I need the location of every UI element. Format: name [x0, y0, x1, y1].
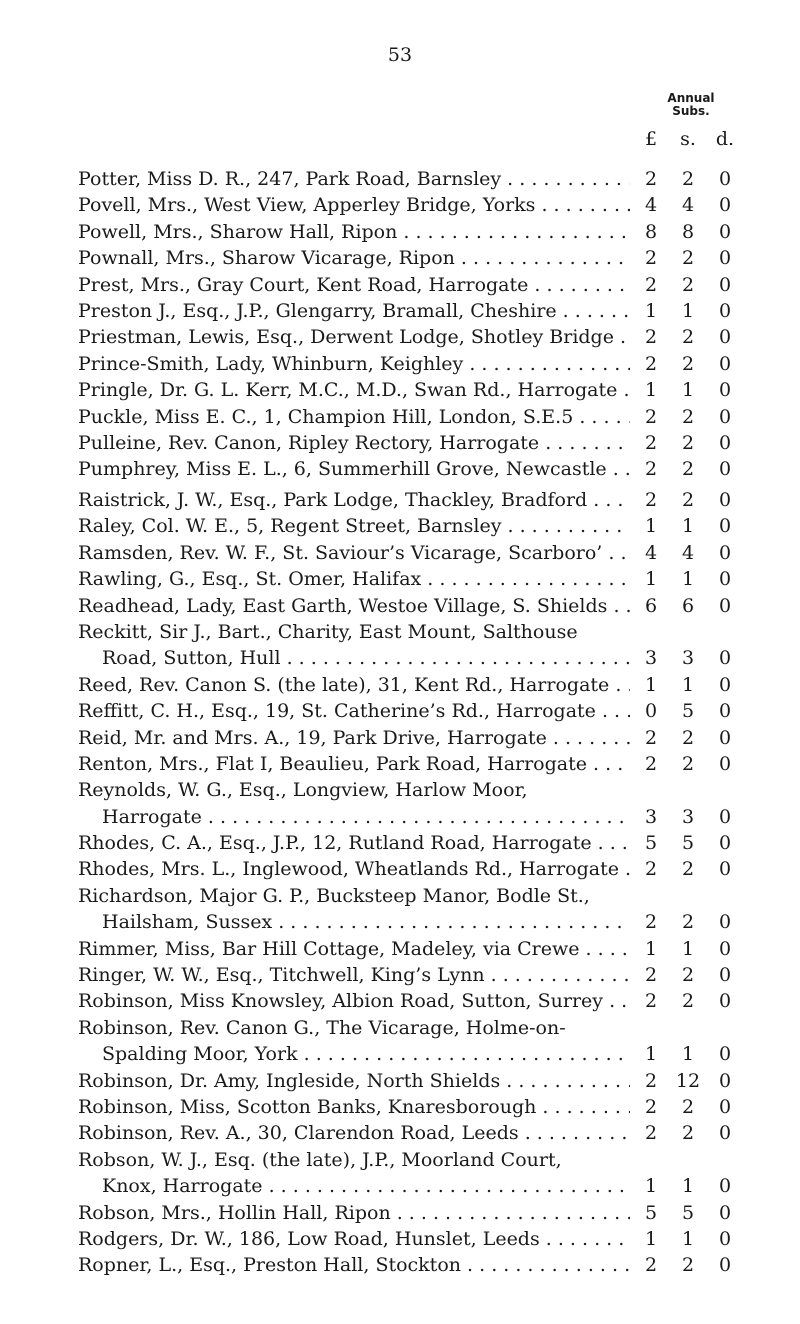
- subscriber-name: Robinson, Rev. A., 30, Clarendon Road, Leeds . . .: [78, 1120, 630, 1146]
- pounds-value: 2: [644, 273, 658, 296]
- pence-value: 0: [718, 1069, 732, 1092]
- shillings-value: 2: [681, 1122, 695, 1145]
- pence-value: 0: [718, 964, 732, 987]
- currency-heading: [0, 126, 800, 156]
- subscriber-name: Harrogate . . .: [102, 804, 630, 830]
- subscriber-name: Rimmer, Miss, Bar Hill Cottage, Madeley, via Crewe . . . . .: [78, 936, 630, 962]
- subscriber-name: Rodgers, Dr. W., 186, Low Road, Hunslet, Leeds . . .: [78, 1226, 630, 1252]
- shillings-value: 2: [681, 752, 695, 775]
- subscriber-name: Prince-Smith, Lady, Whinburn, Keighley . . .: [78, 351, 630, 377]
- shillings-value: 4: [681, 541, 695, 564]
- pence-value: 0: [718, 937, 732, 960]
- subscriber-name: Robinson, Miss Knowsley, Albion Road, Sutton, Surrey . . .: [78, 988, 630, 1014]
- subscriber-name: Raley, Col. W. E., 5, Regent Street, Barnsley . . .: [78, 513, 630, 539]
- subscriber-row: [78, 272, 742, 298]
- subscriber-row: [78, 245, 742, 271]
- pounds-value: 1: [644, 1175, 658, 1198]
- subscriber-row: [78, 751, 742, 777]
- shillings-value: 1: [681, 515, 695, 538]
- shillings-value: 5: [681, 832, 695, 855]
- shillings-value: 4: [681, 194, 695, 217]
- shillings-value: 1: [681, 1043, 695, 1066]
- subscriber-name: Pownall, Mrs., Sharow Vicarage, Ripon . . .: [78, 245, 630, 271]
- subscriber-name: Potter, Miss D. R., 247, Park Road, Barnsley . . .: [78, 166, 630, 192]
- pence-value: 0: [718, 168, 732, 190]
- pounds-value: 4: [644, 541, 658, 564]
- subscriber-name: Robinson, Miss, Scotton Banks, Knaresborough . . .: [78, 1094, 630, 1120]
- pounds-value: 2: [644, 1069, 658, 1092]
- subscriber-row: [78, 1200, 742, 1226]
- subscriber-row: [78, 1252, 742, 1278]
- pence-value: 0: [718, 431, 732, 454]
- pence-value: 0: [718, 458, 732, 481]
- shillings-value: 12: [675, 1069, 701, 1092]
- pounds-value: 1: [644, 937, 658, 960]
- shillings-value: 2: [681, 458, 695, 481]
- pence-value: 0: [718, 326, 732, 349]
- pounds-heading: £: [644, 128, 658, 150]
- shillings-value: 1: [681, 937, 695, 960]
- subscriber-row: [78, 619, 742, 645]
- pence-heading: d.: [715, 128, 735, 150]
- subscriber-name: Rhodes, C. A., Esq., J.P., 12, Rutland Road, Harrogate . . .: [78, 830, 630, 856]
- subscriber-name: Puckle, Miss E. C., 1, Champion Hill, London, S.E.5 . . . . .: [78, 404, 630, 430]
- pence-value: 0: [718, 752, 732, 775]
- pence-value: 0: [718, 273, 732, 296]
- subscriber-name: Ropner, L., Esq., Preston Hall, Stockton . . .: [78, 1252, 630, 1278]
- pence-value: 0: [718, 405, 732, 428]
- subscriber-name: Powell, Mrs., Sharow Hall, Ripon . . .: [78, 219, 630, 245]
- pence-value: 0: [718, 1043, 732, 1066]
- subscriber-row: [78, 324, 742, 350]
- shillings-value: 2: [681, 911, 695, 934]
- pounds-value: 2: [644, 352, 658, 375]
- annual-heading-line2: Subs.: [672, 104, 710, 118]
- pence-value: 0: [718, 379, 732, 402]
- pounds-value: 8: [644, 220, 658, 243]
- pounds-value: 1: [644, 673, 658, 696]
- pence-value: 0: [718, 541, 732, 564]
- pounds-value: 2: [644, 247, 658, 270]
- shillings-value: 1: [681, 379, 695, 402]
- pounds-value: 2: [644, 405, 658, 428]
- subscriber-row: [78, 456, 742, 482]
- subscriber-name: Pulleine, Rev. Canon, Ripley Rectory, Harrogate . . .: [78, 430, 630, 456]
- subscriber-name: Reynolds, W. G., Esq., Longview, Harlow Moor,: [78, 779, 528, 802]
- subscriber-row: [78, 1094, 742, 1120]
- shillings-value: 8: [681, 220, 695, 243]
- pence-value: 0: [718, 1254, 732, 1277]
- pence-value: 0: [718, 647, 732, 670]
- pounds-value: 2: [644, 458, 658, 481]
- shillings-heading: s.: [680, 128, 696, 150]
- subscriber-row: [78, 698, 742, 724]
- pounds-value: 2: [644, 1122, 658, 1145]
- shillings-value: 3: [681, 647, 695, 670]
- pence-value: 0: [718, 911, 732, 934]
- subscriber-name: Ringer, W. W., Esq., Titchwell, King’s Lynn . . .: [78, 962, 630, 988]
- subscriber-name: Priestman, Lewis, Esq., Derwent Lodge, Shotley Bridge . . .: [78, 324, 630, 350]
- subscriber-row: [78, 192, 742, 218]
- pounds-value: 1: [644, 568, 658, 591]
- pence-value: 0: [718, 194, 732, 217]
- subscriber-row: [78, 351, 742, 377]
- shillings-value: 1: [681, 673, 695, 696]
- shillings-value: 1: [681, 1175, 695, 1198]
- shillings-value: 1: [681, 299, 695, 322]
- subscriber-row: [78, 962, 742, 988]
- subscriber-name: Reed, Rev. Canon S. (the late), 31, Kent Rd., Harrogate . . .: [78, 672, 630, 698]
- annual-subs-heading: [645, 92, 737, 118]
- pence-value: 0: [718, 1175, 732, 1198]
- shillings-value: 2: [681, 431, 695, 454]
- subscriber-row: [78, 1068, 742, 1094]
- pounds-value: 2: [644, 326, 658, 349]
- subscriber-row: [78, 166, 742, 192]
- subscriber-row: [78, 883, 742, 909]
- subscriber-name: Rawling, G., Esq., St. Omer, Halifax . . .: [78, 566, 630, 592]
- subscriber-name: Robinson, Dr. Amy, Ingleside, North Shields . . .: [78, 1068, 630, 1094]
- subscriber-row: [78, 430, 742, 456]
- subscriber-row: [78, 1226, 742, 1252]
- shillings-value: 6: [681, 594, 695, 617]
- pence-value: 0: [718, 489, 732, 511]
- pounds-value: 2: [644, 168, 658, 190]
- subscriber-row: [78, 936, 742, 962]
- shillings-value: 2: [681, 247, 695, 270]
- subscriber-row: [78, 377, 742, 403]
- subscriber-name: Reffitt, C. H., Esq., 19, St. Catherine’s Rd., Harrogate . . .: [78, 698, 630, 724]
- pence-value: 0: [718, 1122, 732, 1145]
- pounds-value: 1: [644, 299, 658, 322]
- pounds-value: 2: [644, 431, 658, 454]
- subscriber-name: Robson, Mrs., Hollin Hall, Ripon . . .: [78, 1200, 630, 1226]
- subscriber-row: [78, 298, 742, 324]
- shillings-value: 2: [681, 405, 695, 428]
- pence-value: 0: [718, 832, 732, 855]
- pounds-value: 1: [644, 379, 658, 402]
- subscriber-row: [78, 1015, 742, 1041]
- subscriber-name: Rhodes, Mrs. L., Inglewood, Wheatlands Rd., Harrogate . . .: [78, 856, 630, 882]
- shillings-value: 2: [681, 326, 695, 349]
- pence-value: 0: [718, 990, 732, 1013]
- shillings-value: 2: [681, 964, 695, 987]
- pounds-value: 2: [644, 752, 658, 775]
- subscriber-name: Road, Sutton, Hull . . .: [102, 645, 630, 671]
- shillings-value: 1: [681, 568, 695, 591]
- subscriber-row: [78, 804, 742, 830]
- subscriber-name: Renton, Mrs., Flat I, Beaulieu, Park Road, Harrogate . . .: [78, 751, 630, 777]
- subscriber-row: [78, 672, 742, 698]
- subscriber-row: [78, 830, 742, 856]
- subscriber-row: [78, 777, 742, 803]
- pounds-value: 2: [644, 990, 658, 1013]
- subscriber-row: [78, 566, 742, 592]
- subscriber-row: [78, 725, 742, 751]
- shillings-value: 5: [681, 700, 695, 723]
- pence-value: 0: [718, 673, 732, 696]
- shillings-value: 2: [681, 352, 695, 375]
- subscriber-row: [78, 1041, 742, 1067]
- subscriber-name: Robinson, Rev. Canon G., The Vicarage, Holme-on-: [78, 1016, 566, 1039]
- subscriber-name: Ramsden, Rev. W. F., St. Saviour’s Vicarage, Scarboro’ . . .: [78, 540, 630, 566]
- pounds-value: 0: [644, 700, 658, 723]
- subscriber-row: [78, 219, 742, 245]
- shillings-value: 1: [681, 1227, 695, 1250]
- pounds-value: 4: [644, 194, 658, 217]
- pounds-value: 5: [644, 1201, 658, 1224]
- subscriber-list-r: [78, 487, 742, 1279]
- shillings-value: 2: [681, 858, 695, 881]
- subscriber-name: Knox, Harrogate . . .: [102, 1173, 630, 1199]
- subscriber-row: [78, 909, 742, 935]
- subscriber-name: Povell, Mrs., West View, Apperley Bridge, Yorks . . .: [78, 192, 630, 218]
- pence-value: 0: [718, 220, 732, 243]
- shillings-value: 5: [681, 1201, 695, 1224]
- page-number: 53: [387, 44, 413, 66]
- pounds-value: 2: [644, 858, 658, 881]
- subscriber-name: Prest, Mrs., Gray Court, Kent Road, Harrogate . . .: [78, 272, 630, 298]
- pounds-value: 2: [644, 726, 658, 749]
- subscriber-row: [78, 645, 742, 671]
- pounds-value: 2: [644, 911, 658, 934]
- shillings-value: 2: [681, 1254, 695, 1277]
- subscriber-row: [78, 1173, 742, 1199]
- shillings-value: 2: [681, 168, 695, 190]
- shillings-value: 2: [681, 489, 695, 511]
- subscriber-name: Richardson, Major G. P., Bucksteep Manor, Bodle St.,: [78, 884, 590, 907]
- pence-value: 0: [718, 1227, 732, 1250]
- subscriber-list-p: [78, 166, 742, 483]
- subscriber-name: Reid, Mr. and Mrs. A., 19, Park Drive, Harrogate . . .: [78, 725, 630, 751]
- pounds-value: 2: [644, 1095, 658, 1118]
- subscriber-name: Reckitt, Sir J., Bart., Charity, East Mount, Salthouse: [78, 620, 578, 643]
- pounds-value: 1: [644, 515, 658, 538]
- pounds-value: 3: [644, 647, 658, 670]
- subscriber-row: [78, 856, 742, 882]
- pounds-value: 2: [644, 964, 658, 987]
- pounds-value: 3: [644, 805, 658, 828]
- subscriber-row: [78, 1120, 742, 1146]
- subscriber-name: Readhead, Lady, East Garth, Westoe Village, S. Shields . . .: [78, 593, 630, 619]
- pence-value: 0: [718, 299, 732, 322]
- subscriber-row: [78, 404, 742, 430]
- subscriber-row: [78, 513, 742, 539]
- pounds-value: 1: [644, 1227, 658, 1250]
- subscriber-row: [78, 1147, 742, 1173]
- subscriber-name: Pringle, Dr. G. L. Kerr, M.C., M.D., Swan Rd., Harrogate . . .: [78, 377, 630, 403]
- subscriber-name: Pumphrey, Miss E. L., 6, Summerhill Grove, Newcastle . . .: [78, 456, 630, 482]
- subscriber-row: [78, 487, 742, 513]
- pounds-value: 1: [644, 1043, 658, 1066]
- pence-value: 0: [718, 247, 732, 270]
- subscriber-row: [78, 988, 742, 1014]
- pence-value: 0: [718, 726, 732, 749]
- pence-value: 0: [718, 805, 732, 828]
- shillings-value: 2: [681, 726, 695, 749]
- shillings-value: 3: [681, 805, 695, 828]
- pounds-value: 6: [644, 594, 658, 617]
- pounds-value: 2: [644, 1254, 658, 1277]
- subscriber-name: Hailsham, Sussex . . .: [102, 909, 630, 935]
- shillings-value: 2: [681, 273, 695, 296]
- shillings-value: 2: [681, 990, 695, 1013]
- pence-value: 0: [718, 515, 732, 538]
- subscriber-name: Preston J., Esq., J.P., Glengarry, Bramall, Cheshire . . . . .: [78, 298, 630, 324]
- pence-value: 0: [718, 1201, 732, 1224]
- pence-value: 0: [718, 594, 732, 617]
- pence-value: 0: [718, 858, 732, 881]
- subscriber-name: Robson, W. J., Esq. (the late), J.P., Moorland Court,: [78, 1148, 562, 1171]
- pence-value: 0: [718, 700, 732, 723]
- pence-value: 0: [718, 1095, 732, 1118]
- pence-value: 0: [718, 568, 732, 591]
- subscriber-row: [78, 540, 742, 566]
- pounds-value: 5: [644, 832, 658, 855]
- annual-heading-line1: Annual: [667, 91, 715, 105]
- subscriber-row: [78, 593, 742, 619]
- subscriber-name: Raistrick, J. W., Esq., Park Lodge, Thackley, Bradford . . .: [78, 487, 630, 513]
- subscriber-name: Spalding Moor, York . . .: [102, 1041, 630, 1067]
- pence-value: 0: [718, 352, 732, 375]
- pounds-value: 2: [644, 489, 658, 511]
- shillings-value: 2: [681, 1095, 695, 1118]
